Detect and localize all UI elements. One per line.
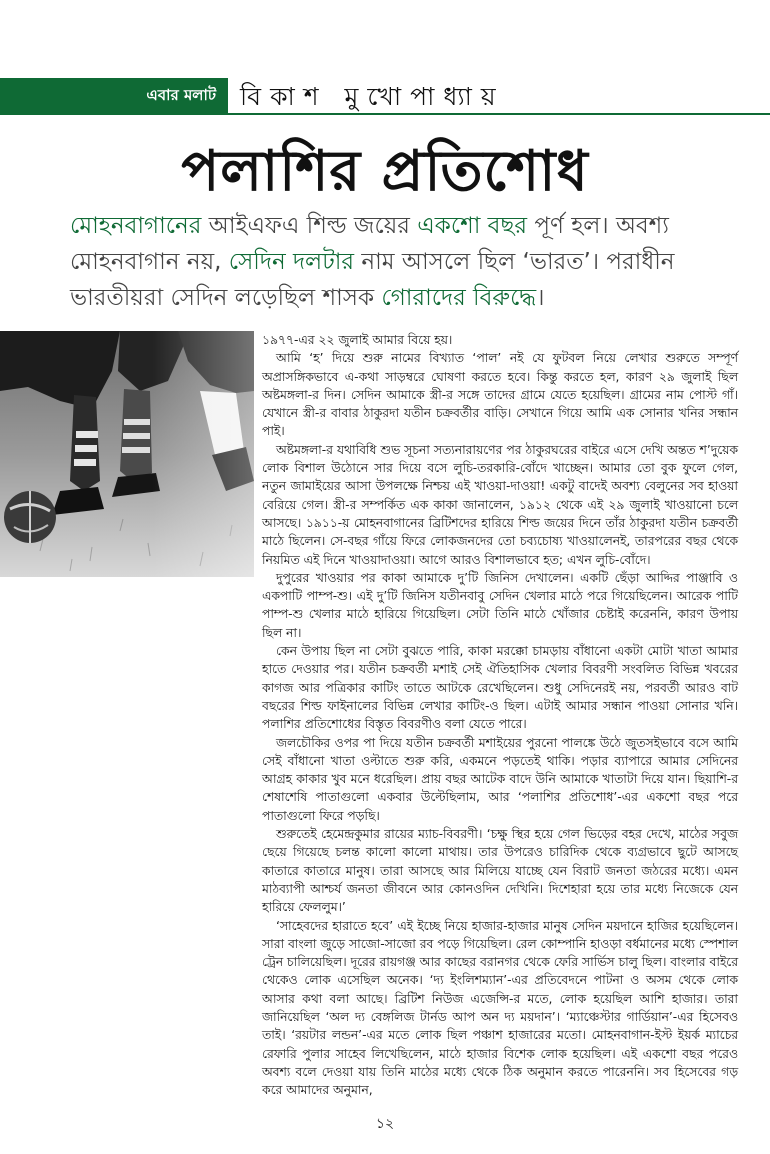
section-label <box>0 78 228 114</box>
lede-text: আইএফএ শিল্ড জয়ের <box>201 213 418 239</box>
body-paragraph: আমি ‘হ’ দিয়ে শুরু নামের বিখ্যাত ‘পাল’ নই যে ফুটবল নিয়ে লেখার শুরুতে সম্পূর্ণ অপ্রাসঙ্গিকভাবে এ-কথা সাড়ম্বরে ঘোষণা করতে হবে। কিন্তু করতে হল, কারণ ২৯ জুলাই ছিল অষ্টমঙ্গলা-র দিন। সেদিন আমাকে স্ত্রী-র সঙ্গে তাদের গ্রামে যেতে হয়েছিল। গ্রামের নাম পোস্ট গাঁ। যেখানে স্ত্রী-র বাবার ঠাকুরদা যতীন চক্রবর্তীর বাড়ি। সেখানে গিয়ে আমি এক সোনার খনির সন্ধান পাই। <box>262 351 738 439</box>
body-paragraph: কেন উপায় ছিল না সেটা বুঝতে পারি, কাকা মরক্কো চামড়ায় বাঁধানো একটা মোটা খাতা আমার হাতে দেওয়ার পর। যতীন চক্রবর্তী মশাই সেই ঐতিহাসিক খেলার বিবরণী সংবলিত বিভিন্ন খবরের কাগজ আর পত্রিকার কাটিং তাতে আটকে রেখেছিলেন। শুধু সেদিনেরই নয়, পরবর্তী আরও বাট বছরের শিল্ড ফাইনালের বিভিন্ন লেখার কাটিং-ও ছিল। এটাই আমার সন্ধান পাওয়া সোনার খনি। পলাশির প্রতিশোধের বিস্তৃত বিবরণীও বলা যেতে পারে। <box>262 644 739 732</box>
lede-text: নাম আসলে ছিল ‘ভারত’। পরাধীন ভারতীয়রা সেদিন লড়েছিল শাসক <box>70 249 675 311</box>
lede-highlight: মোহনবাগানের <box>70 213 202 239</box>
body-paragraph: অষ্টমঙ্গলা-র যথাবিধি শুভ সূচনা সত্যনারায়ণের পর ঠাকুরঘরের বাইরে এসে দেখি অন্তত শ’দুয়েক লোক বিশাল উঠোনে সার দিয়ে বসে লুচি-তরকারি-বোঁদে খাচ্ছেন। আমার তো বুক ফুলে গেল, নতুন জামাইয়ের আসা উপলক্ষে নিশ্চয় এই খাওয়া-দাওয়া! একটু বাদেই অবশ্য বেলুনের সব হাওয়া বেরিয়ে গেল। স্ত্রী-র সম্পর্কিত এক কাকা জানালেন, ১৯১২ থেকে এই ২৯ জুলাই খাওয়ানো চলে আসছে। ১৯১১-য় মোহনবাগানের ব্রিটিশদের হারিয়ে শিল্ড জয়ের দিনে তাঁর ঠাকুরদা যতীন চক্রবর্তী মাঠে ছিলেন। সে-বছর গাঁয়ে ফিরে লোকজনদের তো চব্যচোষ্য খাওয়ালেনই, তারপরের বছর থেকে নিয়মিত এই দিনে খাওয়াদাওয়া। আগে আরও বিশালভাবে হত; এখন লুচি-বোঁদে। <box>262 442 738 567</box>
lede-highlight: একশো বছর <box>417 213 528 239</box>
page-number: ১২ <box>375 1116 395 1132</box>
lede-text: পূর্ণ হল। অবশ্য মোহনবাগান নয়, <box>70 213 669 275</box>
football-players-photo <box>0 331 254 577</box>
body-paragraph: ‘সাহেবদের হারাতে হবে’ এই ইচ্ছে নিয়ে হাজার-হাজার মানুষ সেদিন ময়দানে হাজির হয়েছিলেন। সারা বাংলা জুড়ে সাজো-সাজো রব পড়ে গিয়েছিল। রেল কোম্পানি হাওড়া বর্ধমানের মধ্যে স্পেশাল ট্রেন চালিয়েছিল। দূরের রায়গঞ্জ আর কাছের বরানগর থেকে ফেরি সার্ভিস চালু ছিল। বাংলার বাইরে থেকেও লোক এসেছিল অনেক। ‘দ্য ইংলিশম্যান’-এর প্রতিবেদনে পাটনা ও অসম থেকে লোক আসার কথা বলা আছে। ব্রিটিশ নিউজ এজেন্সি-র মতে, লোক হয়েছিল আশি হাজার। তারা জানিয়েছিল ‘অল দ্য বেঙ্গলিজ টার্নড আপ অন দ্য ময়দান’। ‘ম্যাঞ্চেস্টার গার্ডিয়ান’-এর হিসেবও তাই। ‘রয়টার লন্ডন’-এর মতে লোক ছিল পঞ্চাশ হাজারের মতো। মোহনবাগান-ইস্ট ইয়র্ক ম্যাচের রেফারি পুলার সাহেব লিখেছিলেন, মাঠে হাজার বিশেক লোক হয়েছিল। এই একশো বছর পরেও অবশ্য বলে দেওয়া যায় তিনি মাঠের মধ্যে থেকে ঠিক অনুমান করতে পারেননি। সব হিসেবের গড় করে আমাদের অনুমান, <box>262 918 738 1098</box>
author-name: বিকাশ মুখোপাধ্যায় <box>240 82 505 111</box>
article-title: পলাশির প্রতিশোধ <box>181 138 589 204</box>
article-body <box>262 331 738 1099</box>
lede-text: । <box>536 285 545 311</box>
section-label-text: এবার মলাট <box>146 86 216 104</box>
body-paragraph: জলচৌকির ওপর পা দিয়ে যতীন চক্রবর্তী মশাইয়ের পুরনো পালঙ্কে উঠে জুতসইভাবে বসে আমি সেই বাঁধানো খাতা ওল্টাতে শুরু করি, একমনে পড়তেই থাকি। পড়ার ব্যাপারে আমার সেদিনের আগ্রহ কাকার খুব মনে ধরেছিল। প্রায় বছর আটেক বাদে উনি আমাকে খাতাটা দিয়ে যান। ছিয়াশি-র শেষাশেষি পাতাগুলো একবার উল্টেছিলাম, আর ‘পলাশির প্রতিশোধ’-এর একশো বছর পরে পাতাগুলো ফিরে পড়ছি। <box>262 735 738 823</box>
lede-highlight: গোরাদের বিরুদ্ধে <box>381 285 537 311</box>
article-lede <box>70 208 710 316</box>
body-paragraph: ১৯৭৭-এর ২২ জুলাই আমার বিয়ে হয়। <box>262 333 453 347</box>
body-paragraph: দুপুরের খাওয়ার পর কাকা আমাকে দু’টি জিনিস দেখালেন। একটি ছেঁড়া আদ্দির পাঞ্জাবি ও একপাটি পাম্প-শু। এই দু’টি জিনিস যতীনবাবু সেদিন খেলার মাঠে পরে গিয়েছিলেন। আরেক পাটি পাম্প-শু খেলার মাঠে হারিয়ে গিয়েছিল। সেটা তিনি মাঠে খোঁজার চেষ্টাই করেননি, কারণ উপায় ছিল না। <box>262 570 738 640</box>
lede-highlight: সেদিন দলটার <box>228 249 355 275</box>
body-paragraph: শুরুতেই হেমেন্দ্রকুমার রায়ের ম্যাচ-বিবরণী। ‘চক্ষু স্থির হয়ে গেল ভিড়ের বহর দেখে, মাঠের সবুজ ছেয়ে গিয়েছে চলন্ত কালো কালো মাথায়। তার উপরেও চারিদিক থেকে ব্যগ্রভাবে ছুটে আসছে কাতারে কাতারে মানুষ। তারা আসছে আর মিলিয়ে যাচ্ছে যেন বিরাট জনতা জঠরের মধ্যে। এমন মাঠব্যাপী আশ্চর্য জনতা জীবনে আর কোনওদিন দেখিনি। দিশেহারা হয়ে তার মধ্যে নিজেকে যেন হারিয়ে ফেললুম।’ <box>262 827 738 915</box>
